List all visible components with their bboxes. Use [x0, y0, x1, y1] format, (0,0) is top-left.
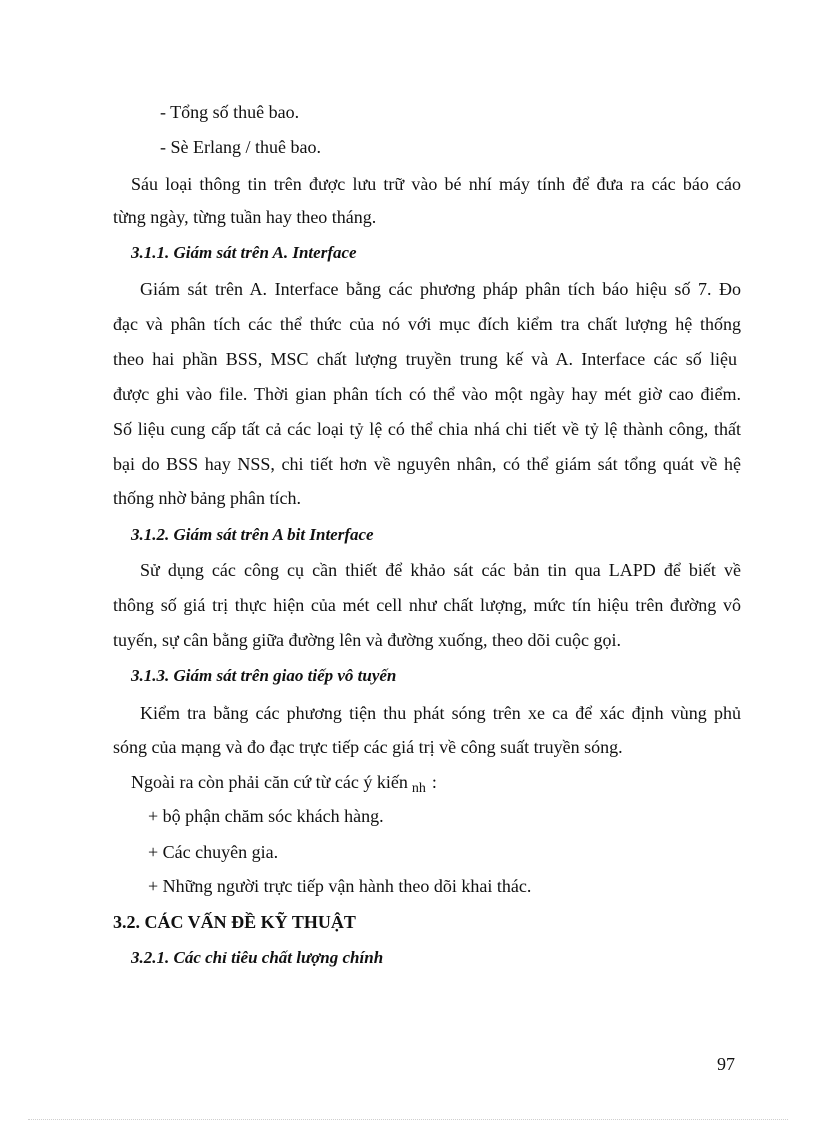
plus-list-item: + Các chuyên gia. — [148, 842, 279, 862]
paragraph-311-line: theo hai phần BSS, MSC chất lượng truyền trung kế và A. Interface các số liệu — [113, 349, 737, 369]
section-heading-3-1-1: 3.1.1. Giám sát trên A. Interface — [131, 243, 357, 262]
opinion-subscript-text: nh — [411, 781, 426, 796]
paragraph-312-line: thông số giá trị thực hiện của mét cell như chất lượng, mức tín hiệu trên đường vô — [113, 595, 741, 615]
paragraph-312-line: tuyến, sự cân bằng giữa đường lên và đường xuống, theo dõi cuộc gọi. — [113, 630, 621, 650]
paragraph-312-line: Sử dụng các công cụ cần thiết để khảo sát các bản tin qua LAPD để biết về — [140, 560, 741, 580]
paragraph-311-line: đạc và phân tích các thể thức của nó với mục đích kiểm tra chất lượng hệ thống — [113, 314, 741, 334]
paragraph-311-line: được ghi vào file. Thời gian phân tích có thể vào một ngày hay mét giờ cao điểm. — [113, 384, 741, 404]
page-number: 97 — [717, 1054, 735, 1074]
opinion-lead-text: Ngoài ra còn phải căn cứ từ các ý kiến — [131, 772, 408, 792]
plus-list-item: + bộ phận chăm sóc khách hàng. — [148, 806, 384, 826]
bullet-subscribers: - Tổng số thuê bao. — [160, 102, 300, 122]
section-heading-3-2: 3.2. CÁC VẤN ĐỀ KỸ THUẬT — [113, 912, 356, 932]
paragraph-311-line: thống nhờ bảng phân tích. — [113, 488, 301, 508]
bullet-erlang: - Sè Erlang / thuê bao. — [160, 137, 321, 157]
paragraph-311-line: Giám sát trên A. Interface bằng các phương pháp phân tích báo hiệu số 7. Đo — [140, 279, 741, 299]
paragraph-311-line: Số liệu cung cấp tất cả các loại tỷ lệ có thể chia nhá chi tiết về tỷ lệ thành công, thất — [113, 419, 741, 439]
page-bottom-divider — [28, 1119, 788, 1120]
paragraph-intro-line: Sáu loại thông tin trên được lưu trữ vào bé nhí máy tính để đưa ra các báo cáo — [131, 174, 741, 194]
section-heading-3-1-2: 3.1.2. Giám sát trên A bit Interface — [131, 525, 374, 544]
section-heading-3-2-1: 3.2.1. Các chỉ tiêu chất lượng chính — [131, 948, 384, 967]
paragraph-intro-line: từng ngày, từng tuần hay theo tháng. — [113, 207, 377, 227]
opinion-sources-line — [131, 770, 437, 797]
paragraph-313-line: sóng của mạng và đo đạc trực tiếp các giá trị về công suất truyền sóng. — [113, 737, 623, 757]
paragraph-313-line: Kiểm tra bằng các phương tiện thu phát sóng trên xe ca để xác định vùng phủ — [140, 703, 741, 723]
opinion-colon: : — [431, 772, 437, 792]
paragraph-311-line: bại do BSS hay NSS, chi tiết hơn về nguyên nhân, có thể giám sát tổng quát về hệ — [113, 454, 741, 474]
plus-list-item: + Những người trực tiếp vận hành theo dõi khai thác. — [148, 876, 532, 896]
section-heading-3-1-3: 3.1.3. Giám sát trên giao tiếp vô tuyến — [131, 666, 397, 685]
